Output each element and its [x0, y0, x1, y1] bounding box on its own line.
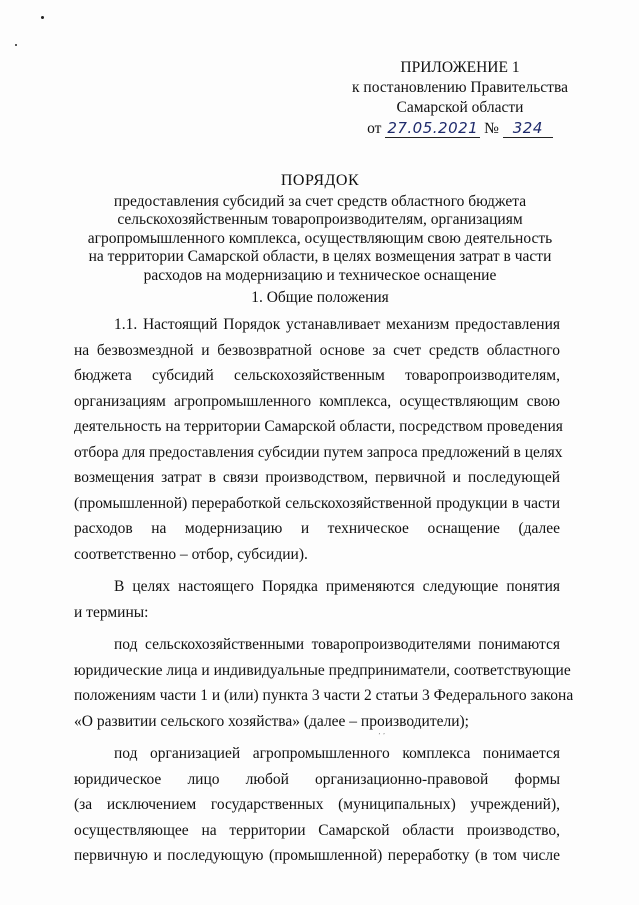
text-line: отбора для предоставления субсидии путем запроса предложений в целях — [74, 443, 563, 461]
text-line: организациям агропромышленного комплекса, осуществляющим свою — [74, 392, 560, 410]
text-line: соответственно – отбор, субсидии). — [74, 545, 308, 563]
text-line: положениям части 1 и (или) пункта 3 части 2 статьи 3 Федерального закона — [74, 687, 574, 704]
text-line: «О развитии сельского хозяйства» (далее – производители); — [74, 712, 469, 730]
text-line: под сельскохозяйственными товаропроизводителями понимаются — [114, 636, 560, 653]
text-line: деятельность на территории Самарской области, посредством проведения — [74, 418, 563, 435]
text-line: (за исключением государственных (муниципальных) учреждений), — [74, 796, 560, 813]
title-line: сельскохозяйственным товаропроизводителям, организациям — [117, 211, 523, 228]
scan-mark: ᾽ ᾿ — [378, 732, 386, 741]
attachment-block — [330, 58, 590, 139]
paragraph — [74, 632, 574, 734]
scan-speck — [41, 16, 44, 19]
text-line: В целях настоящего Порядка применяются следующие понятия — [114, 578, 560, 595]
text-line: и термины: — [74, 603, 149, 621]
text-line: бюджета субсидий сельскохозяйственным товаропроизводителям, — [74, 367, 560, 384]
text-line: юридическое лицо любой организационно-правовой формы — [74, 770, 560, 788]
document-title — [40, 172, 600, 285]
title-heading: ПОРЯДОК — [280, 172, 360, 189]
document-body — [74, 312, 574, 869]
paragraph — [74, 741, 560, 869]
text-line: осуществляющее на территории Самарской области производство, — [74, 821, 560, 839]
attachment-date-line — [330, 118, 590, 139]
attachment-title: ПРИЛОЖЕНИЕ 1 — [400, 59, 520, 76]
text-line: (промышленной) переработкой сельскохозяйственной продукции в части — [74, 494, 560, 512]
text-line: 1.1. Настоящий Порядок устанавливает механизм предоставления — [114, 316, 560, 333]
section-heading: 1. Общие положения — [251, 289, 389, 306]
attachment-decree: к постановлению Правительства — [352, 79, 568, 96]
text-line: на безвозмездной и безвозвратной основе за счет средств областного — [74, 341, 560, 359]
title-line: расходов на модернизацию и техническое оснащение — [143, 266, 497, 284]
date-prefix: от — [367, 120, 382, 137]
text-line: расходов на модернизацию и техническое оснащение (далее — [74, 520, 560, 537]
number-sign: № — [484, 120, 499, 137]
scan-speck — [15, 44, 17, 46]
attachment-region: Самарской области — [396, 99, 524, 116]
text-line: под организацией агропромышленного комплекса понимается — [114, 745, 560, 762]
text-line: возмещения затрат в связи производством, первичной и последующей — [74, 469, 560, 486]
title-line: на территории Самарской области, в целях возмещения затрат в части — [88, 248, 552, 265]
paragraph — [74, 312, 563, 567]
text-line: первичную и последующую (промышленной) переработку (в том числе — [74, 847, 560, 864]
handwritten-date: 27.05.2021 — [387, 119, 479, 137]
handwritten-number: 324 — [503, 119, 553, 138]
title-line: предоставления субсидий за счет средств областного бюджета — [113, 192, 527, 210]
title-line: агропромышленного комплекса, осуществляющим свою деятельность — [87, 229, 553, 247]
text-line: юридические лица и индивидуальные предприниматели, соответствующие — [74, 661, 571, 679]
paragraph — [74, 574, 560, 625]
